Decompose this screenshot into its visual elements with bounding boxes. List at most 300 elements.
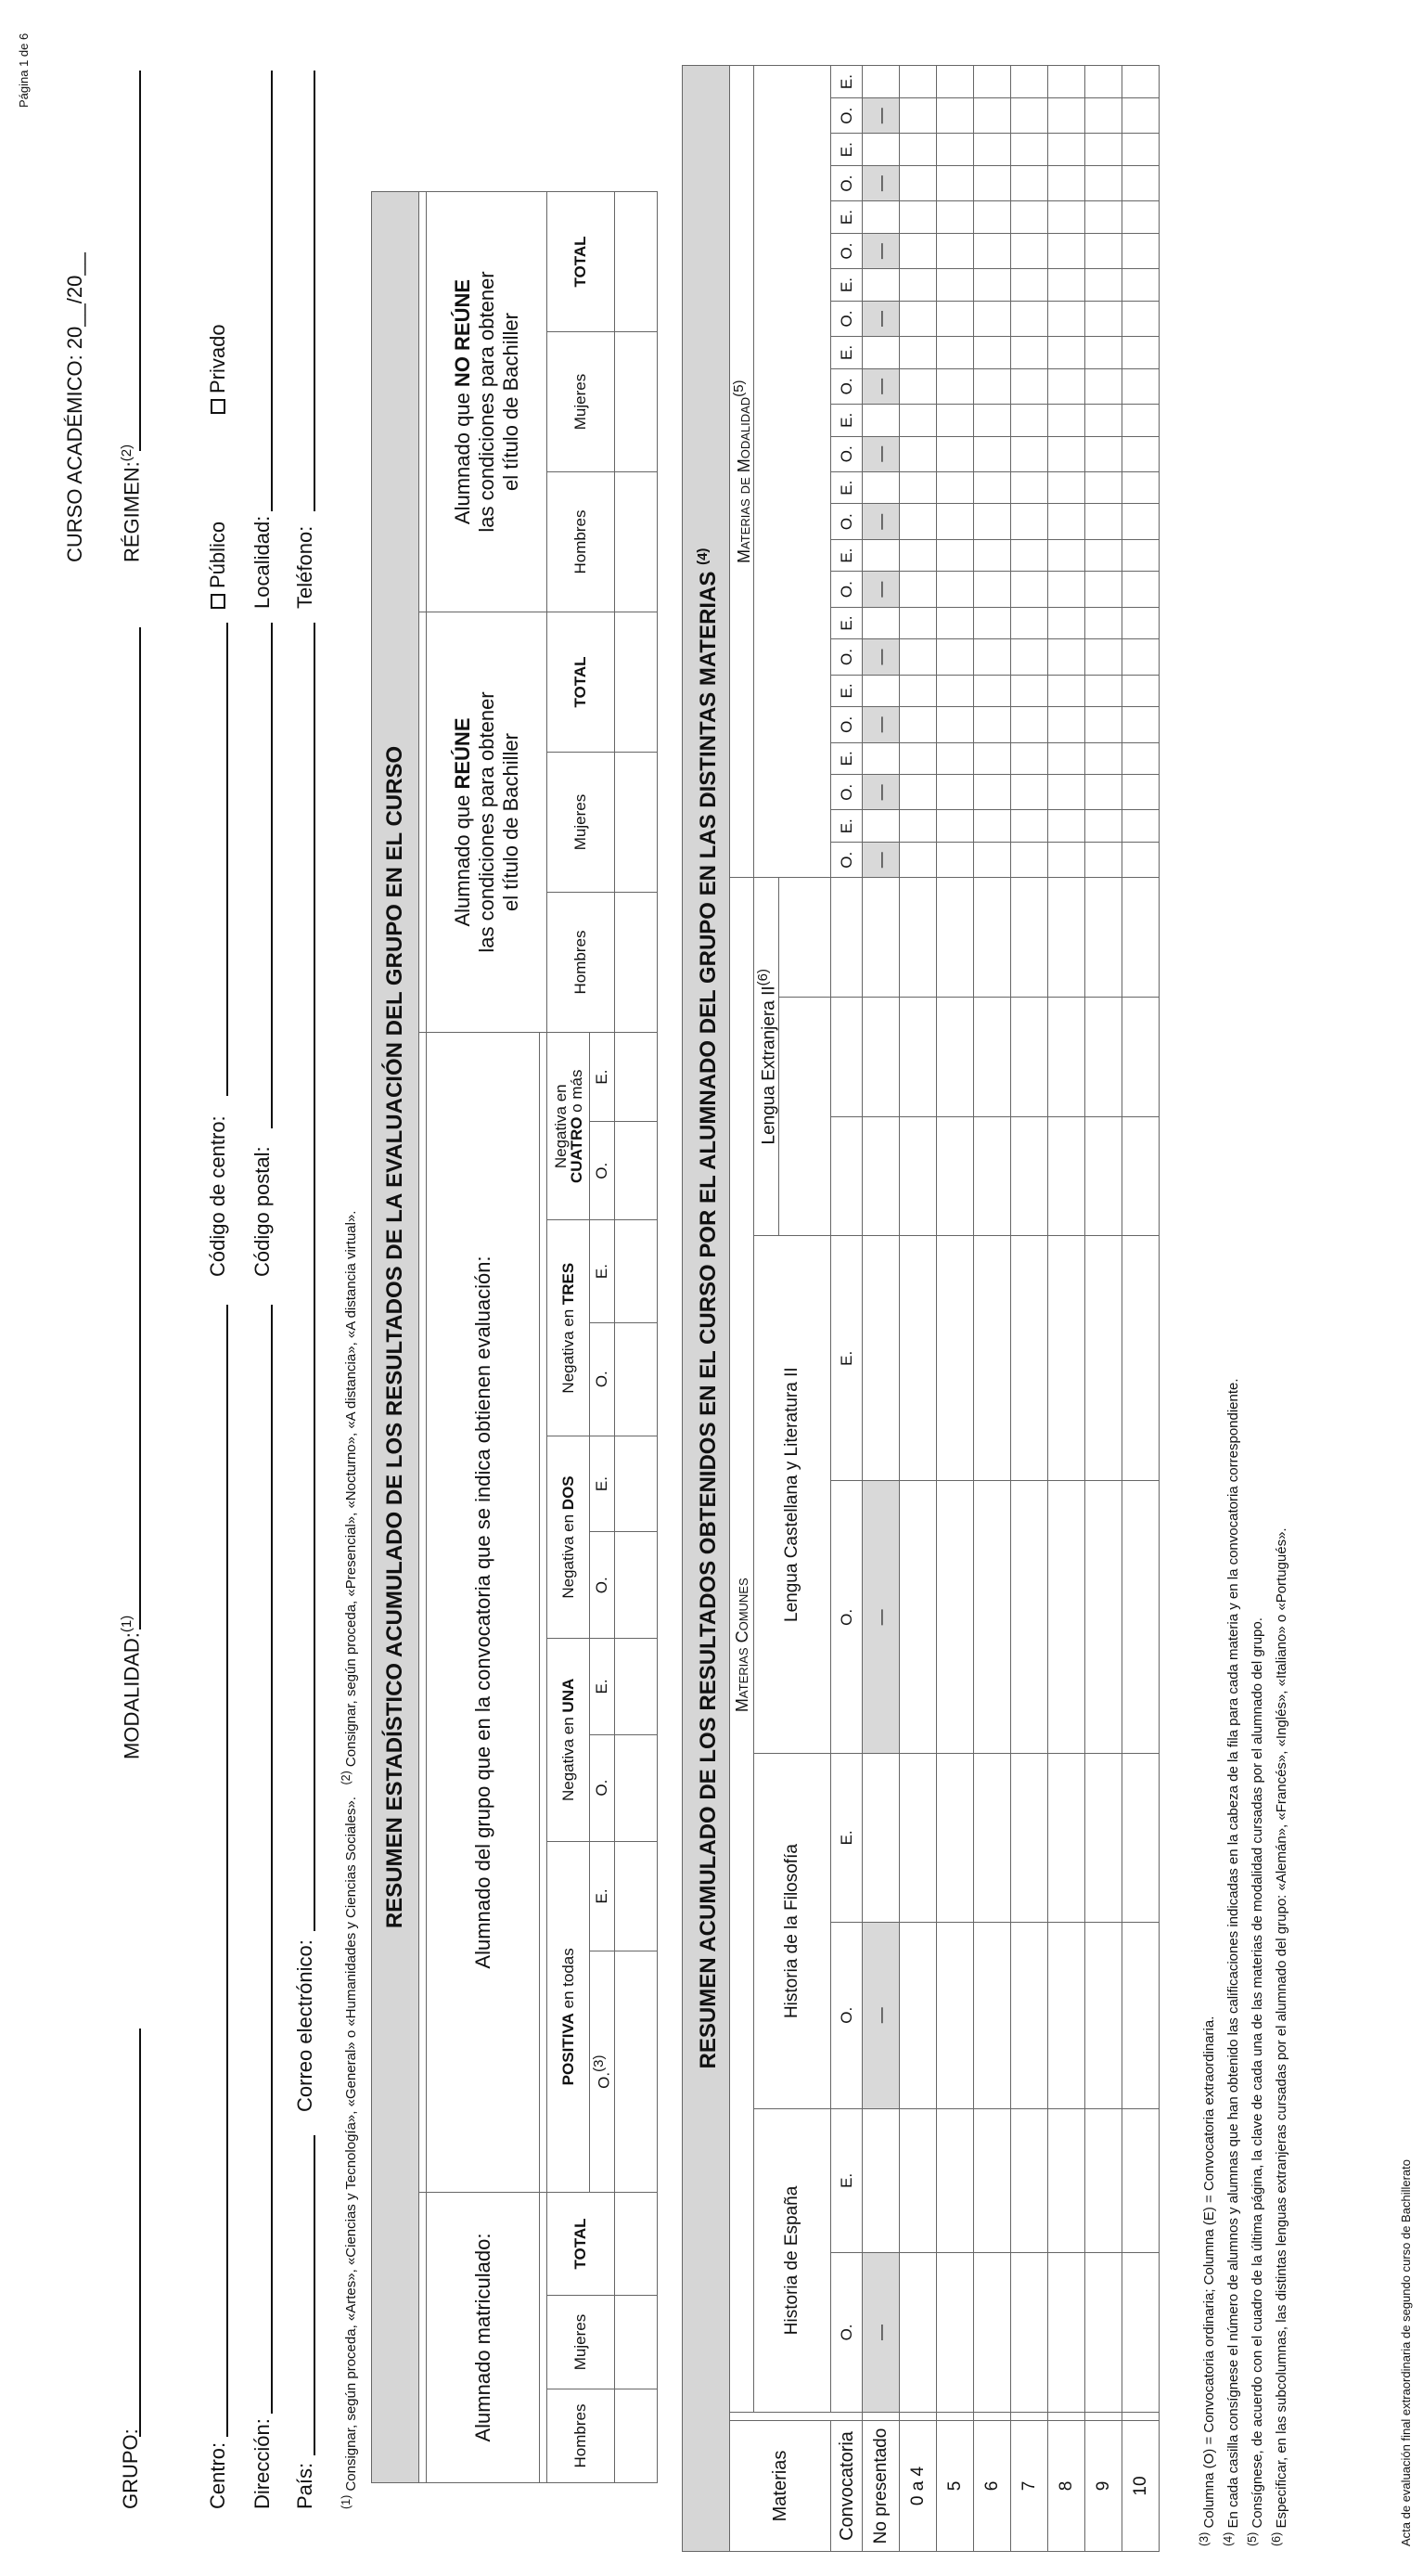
grade-cell[interactable] bbox=[1048, 2108, 1085, 2252]
grade-cell[interactable] bbox=[937, 233, 974, 268]
grade-cell[interactable] bbox=[1011, 843, 1048, 878]
grade-cell[interactable] bbox=[1085, 742, 1122, 775]
grade-cell[interactable] bbox=[1011, 1236, 1048, 1481]
grade-cell[interactable] bbox=[1122, 134, 1160, 166]
grade-cell[interactable] bbox=[1085, 233, 1122, 268]
grade-cell[interactable] bbox=[900, 607, 937, 639]
table-row bbox=[1011, 66, 1048, 2552]
footnote-3: $^{(3)}$ Columna (O) = Convocatoria ordinaria; Columna (E) = Convocatoria extraordinaria. bbox=[1198, 2016, 1217, 2546]
grade-cell[interactable] bbox=[863, 269, 900, 302]
grade-cell: — bbox=[863, 436, 900, 471]
grade-cell[interactable] bbox=[1048, 134, 1085, 166]
grade-cell[interactable] bbox=[1011, 2252, 1048, 2412]
publico-option[interactable]: Público bbox=[206, 522, 230, 609]
grade-cell[interactable] bbox=[1048, 471, 1085, 504]
grade-cell[interactable] bbox=[1011, 368, 1048, 404]
grade-cell[interactable] bbox=[1122, 66, 1160, 98]
grade-cell[interactable] bbox=[1085, 997, 1122, 1116]
grade-cell[interactable] bbox=[937, 775, 974, 810]
grade-cell[interactable] bbox=[937, 1754, 974, 1922]
grade-cell[interactable] bbox=[900, 1116, 937, 1236]
grade-cell[interactable] bbox=[1085, 269, 1122, 302]
grade-cell[interactable] bbox=[974, 707, 1011, 742]
grade-cell[interactable] bbox=[1048, 269, 1085, 302]
grade-cell[interactable] bbox=[1011, 201, 1048, 234]
grade-cell[interactable] bbox=[900, 1481, 937, 1754]
grade-cell[interactable] bbox=[900, 436, 937, 471]
grade-cell[interactable] bbox=[1011, 1481, 1048, 1754]
grade-cell[interactable] bbox=[1122, 368, 1160, 404]
grade-cell[interactable] bbox=[900, 134, 937, 166]
grade-cell[interactable] bbox=[1122, 504, 1160, 539]
grade-cell[interactable] bbox=[1011, 878, 1048, 998]
table-row bbox=[974, 66, 1011, 2552]
grupo-line[interactable] bbox=[139, 2029, 141, 2437]
grade-cell[interactable] bbox=[937, 134, 974, 166]
grade-cell[interactable] bbox=[974, 233, 1011, 268]
grade-cell[interactable] bbox=[1085, 775, 1122, 810]
grade-cell[interactable] bbox=[1011, 405, 1048, 437]
grade-cell[interactable] bbox=[1048, 707, 1085, 742]
positiva-e: E. bbox=[590, 1841, 615, 1951]
localidad-line[interactable] bbox=[271, 71, 273, 511]
grade-cell[interactable] bbox=[863, 134, 900, 166]
grade-cell[interactable] bbox=[1048, 639, 1085, 675]
grade-cell[interactable] bbox=[1048, 301, 1085, 336]
grade-cell[interactable] bbox=[937, 436, 974, 471]
grade-cell[interactable] bbox=[974, 742, 1011, 775]
grade-cell[interactable] bbox=[1085, 1481, 1122, 1754]
grade-cell[interactable] bbox=[1085, 539, 1122, 572]
grade-cell[interactable] bbox=[863, 539, 900, 572]
grade-cell[interactable] bbox=[863, 607, 900, 639]
grade-cell[interactable] bbox=[937, 98, 974, 134]
grade-cell[interactable] bbox=[900, 878, 937, 998]
grade-cell[interactable] bbox=[863, 405, 900, 437]
grade-cell[interactable] bbox=[1122, 269, 1160, 302]
grade-cell[interactable] bbox=[1085, 810, 1122, 843]
grade-cell[interactable] bbox=[1122, 997, 1160, 1116]
grade-cell[interactable] bbox=[974, 675, 1011, 707]
grade-cell[interactable] bbox=[974, 2252, 1011, 2412]
grade-cell[interactable] bbox=[937, 368, 974, 404]
grade-cell[interactable] bbox=[1085, 1922, 1122, 2108]
grade-cell[interactable] bbox=[1122, 1481, 1160, 1754]
grade-cell[interactable] bbox=[1011, 301, 1048, 336]
grade-cell[interactable] bbox=[974, 504, 1011, 539]
grade-cell[interactable] bbox=[1011, 1116, 1048, 1236]
grade-cell[interactable] bbox=[1122, 742, 1160, 775]
grade-cell[interactable] bbox=[1048, 98, 1085, 134]
grade-cell[interactable] bbox=[1048, 436, 1085, 471]
grade-cell[interactable] bbox=[900, 843, 937, 878]
grade-cell[interactable] bbox=[1048, 2252, 1085, 2412]
grade-cell[interactable] bbox=[1011, 165, 1048, 200]
grade-cell[interactable] bbox=[1122, 1754, 1160, 1922]
grade-cell[interactable] bbox=[900, 165, 937, 200]
grade-cell[interactable] bbox=[1011, 675, 1048, 707]
grade-cell[interactable] bbox=[937, 810, 974, 843]
grade-cell[interactable] bbox=[900, 2252, 937, 2412]
grade-cell[interactable] bbox=[863, 878, 900, 998]
grade-cell[interactable] bbox=[974, 1116, 1011, 1236]
grade-cell[interactable] bbox=[1085, 504, 1122, 539]
grade-cell[interactable] bbox=[937, 301, 974, 336]
grade-cell[interactable] bbox=[1085, 675, 1122, 707]
una-o: O. bbox=[590, 1734, 615, 1841]
grade-cell[interactable] bbox=[900, 269, 937, 302]
grade-cell[interactable] bbox=[1085, 843, 1122, 878]
grade-cell[interactable] bbox=[1011, 337, 1048, 369]
grade-cell[interactable] bbox=[1048, 878, 1085, 998]
grade-cell[interactable] bbox=[1011, 1754, 1048, 1922]
grade-cell[interactable] bbox=[937, 1481, 974, 1754]
grade-cell[interactable] bbox=[1048, 233, 1085, 268]
grade-cell[interactable] bbox=[1011, 66, 1048, 98]
grade-cell[interactable] bbox=[1011, 707, 1048, 742]
positiva-o: O.$^{(3)}$ bbox=[590, 1951, 615, 2193]
grade-cell[interactable] bbox=[900, 810, 937, 843]
grade-cell[interactable] bbox=[1048, 607, 1085, 639]
grade-cell[interactable] bbox=[974, 1922, 1011, 2108]
grade-cell[interactable] bbox=[1048, 1481, 1085, 1754]
col-e-28: E. bbox=[831, 201, 863, 234]
grade-cell[interactable] bbox=[974, 1481, 1011, 1754]
grade-cell[interactable] bbox=[974, 1754, 1011, 1922]
grade-cell[interactable] bbox=[1122, 233, 1160, 268]
grade-cell[interactable] bbox=[937, 539, 974, 572]
grade-cell[interactable] bbox=[900, 572, 937, 607]
grade-cell[interactable] bbox=[863, 1754, 900, 1922]
spacer-cell bbox=[1085, 2413, 1122, 2421]
grade-cell: — bbox=[863, 301, 900, 336]
grade-cell[interactable] bbox=[1122, 775, 1160, 810]
col-o-4: O. bbox=[831, 1481, 863, 1754]
grade-cell[interactable] bbox=[900, 98, 937, 134]
regimen-line[interactable] bbox=[139, 71, 141, 451]
grade-cell[interactable] bbox=[1048, 572, 1085, 607]
modalidad-line[interactable] bbox=[139, 627, 141, 1629]
grade-cell[interactable] bbox=[900, 405, 937, 437]
grade-cell[interactable] bbox=[1048, 810, 1085, 843]
grade-cell[interactable] bbox=[937, 471, 974, 504]
grade-cell[interactable] bbox=[1085, 368, 1122, 404]
noreune-mujeres: Mujeres bbox=[547, 332, 615, 472]
grade-cell[interactable] bbox=[1011, 98, 1048, 134]
grade-cell[interactable] bbox=[937, 997, 974, 1116]
grade-cell[interactable] bbox=[974, 810, 1011, 843]
col-o-27: O. bbox=[831, 233, 863, 268]
grade-cell[interactable] bbox=[1011, 639, 1048, 675]
grade-cell[interactable] bbox=[1122, 471, 1160, 504]
grade-cell[interactable] bbox=[937, 742, 974, 775]
grade-cell[interactable] bbox=[900, 997, 937, 1116]
grade-cell[interactable] bbox=[1122, 878, 1160, 998]
grade-cell[interactable] bbox=[937, 405, 974, 437]
grade-cell[interactable] bbox=[900, 2108, 937, 2252]
grade-cell[interactable] bbox=[1122, 843, 1160, 878]
grade-cell[interactable] bbox=[1122, 2252, 1160, 2412]
grade-cell[interactable] bbox=[974, 843, 1011, 878]
grade-cell[interactable] bbox=[1011, 504, 1048, 539]
grade-cell[interactable] bbox=[863, 471, 900, 504]
grade-cell[interactable] bbox=[1085, 2252, 1122, 2412]
grade-cell[interactable] bbox=[1085, 301, 1122, 336]
grade-cell[interactable] bbox=[974, 539, 1011, 572]
grade-cell[interactable] bbox=[1048, 997, 1085, 1116]
grade-cell[interactable] bbox=[1048, 405, 1085, 437]
grade-cell[interactable] bbox=[1048, 742, 1085, 775]
grade-cell[interactable] bbox=[1048, 504, 1085, 539]
grade-cell[interactable] bbox=[1122, 707, 1160, 742]
grade-cell[interactable] bbox=[937, 2252, 974, 2412]
grade-cell[interactable] bbox=[900, 1236, 937, 1481]
grade-cell[interactable] bbox=[1085, 165, 1122, 200]
grade-cell[interactable] bbox=[1085, 607, 1122, 639]
grade-cell[interactable] bbox=[863, 1116, 900, 1236]
grade-cell[interactable] bbox=[1048, 843, 1085, 878]
grade-cell[interactable] bbox=[937, 1922, 974, 2108]
grade-cell[interactable] bbox=[900, 368, 937, 404]
grade-cell[interactable] bbox=[937, 843, 974, 878]
grade-cell[interactable] bbox=[1085, 337, 1122, 369]
mat-total: TOTAL bbox=[547, 2193, 615, 2296]
grade-cell[interactable] bbox=[1011, 810, 1048, 843]
grade-cell[interactable] bbox=[974, 997, 1011, 1116]
grade-cell[interactable] bbox=[1048, 675, 1085, 707]
grade-cell[interactable] bbox=[1048, 1922, 1085, 2108]
grade-cell[interactable] bbox=[900, 639, 937, 675]
grade-cell[interactable] bbox=[974, 436, 1011, 471]
noreune-hombres: Hombres bbox=[547, 472, 615, 612]
grade-cell[interactable] bbox=[1048, 1236, 1085, 1481]
grade-cell[interactable] bbox=[900, 1922, 937, 2108]
grade-cell[interactable] bbox=[900, 66, 937, 98]
grade-cell[interactable] bbox=[1011, 539, 1048, 572]
grade-cell[interactable] bbox=[937, 66, 974, 98]
codigo-centro-line[interactable] bbox=[226, 623, 228, 1096]
footnote-6: $^{(6)}$ Especificar, en las subcolumnas, las distintas lenguas extranjeras cursadas por el alumnado del grupo: «Alemán», «Francés», «Inglés», «Italiano» o «Portugués». bbox=[1270, 1527, 1289, 2546]
grade-cell[interactable] bbox=[1085, 134, 1122, 166]
grade-cell[interactable] bbox=[1048, 539, 1085, 572]
grade-cell[interactable] bbox=[1048, 201, 1085, 234]
grade-cell[interactable] bbox=[1122, 607, 1160, 639]
grade-cell[interactable] bbox=[937, 1116, 974, 1236]
grade-cell[interactable] bbox=[1085, 878, 1122, 998]
grade-cell[interactable] bbox=[1122, 337, 1160, 369]
grade-cell[interactable] bbox=[1122, 201, 1160, 234]
grade-cell[interactable] bbox=[900, 707, 937, 742]
grade-cell[interactable] bbox=[974, 269, 1011, 302]
grade-cell[interactable] bbox=[1085, 1236, 1122, 1481]
grade-cell[interactable] bbox=[1011, 742, 1048, 775]
mat-hombres: Hombres bbox=[547, 2389, 615, 2483]
grade-cell[interactable] bbox=[974, 471, 1011, 504]
grade-cell[interactable] bbox=[1122, 301, 1160, 336]
telefono-line[interactable] bbox=[314, 71, 315, 511]
grade-cell[interactable] bbox=[1085, 1116, 1122, 1236]
grade-cell[interactable] bbox=[974, 301, 1011, 336]
grade-cell[interactable] bbox=[863, 337, 900, 369]
pais-line[interactable] bbox=[314, 2135, 315, 2455]
grade-cell[interactable] bbox=[1085, 201, 1122, 234]
grade-cell[interactable] bbox=[1122, 1116, 1160, 1236]
grade-cell[interactable] bbox=[863, 997, 900, 1116]
grade-cell[interactable] bbox=[1011, 572, 1048, 607]
grade-cell[interactable] bbox=[863, 1236, 900, 1481]
grade-cell[interactable] bbox=[1011, 607, 1048, 639]
grade-cell[interactable] bbox=[1011, 997, 1048, 1116]
grade-cell[interactable] bbox=[974, 405, 1011, 437]
grade-cell[interactable] bbox=[1122, 1236, 1160, 1481]
grade-cell[interactable] bbox=[1048, 66, 1085, 98]
grade-cell[interactable] bbox=[1011, 775, 1048, 810]
grade-cell[interactable] bbox=[1085, 639, 1122, 675]
materias-title: RESUMEN ACUMULADO DE LOS RESULTADOS OBTENIDOS EN EL CURSO POR EL ALUMNADO DEL GRUPO EN LAS DISTINTAS MATERIAS $^{(4)}$ bbox=[683, 66, 730, 2552]
grade-cell[interactable] bbox=[937, 201, 974, 234]
grade-cell[interactable] bbox=[900, 233, 937, 268]
grade-cell[interactable] bbox=[1122, 539, 1160, 572]
grade-cell[interactable] bbox=[1122, 2108, 1160, 2252]
grade-cell[interactable] bbox=[1048, 775, 1085, 810]
grade-cell[interactable] bbox=[863, 810, 900, 843]
grade-cell[interactable] bbox=[937, 639, 974, 675]
grade-cell[interactable] bbox=[1011, 436, 1048, 471]
centro-label: Centro: bbox=[206, 2441, 229, 2509]
direccion-line[interactable] bbox=[271, 1305, 273, 2414]
grade-cell[interactable] bbox=[1048, 1116, 1085, 1236]
grade-cell[interactable] bbox=[1085, 2108, 1122, 2252]
grade-cell[interactable] bbox=[863, 675, 900, 707]
grade-cell[interactable] bbox=[900, 471, 937, 504]
pais-label: País: bbox=[293, 2462, 316, 2509]
grade-cell[interactable] bbox=[1122, 405, 1160, 437]
grade-cell[interactable] bbox=[937, 675, 974, 707]
col-e-26: E. bbox=[831, 269, 863, 302]
grade-cell[interactable] bbox=[974, 134, 1011, 166]
grade-cell[interactable] bbox=[974, 639, 1011, 675]
grade-cell[interactable] bbox=[863, 66, 900, 98]
privado-option[interactable]: Privado bbox=[206, 324, 230, 414]
grupo-label: GRUPO: bbox=[119, 2428, 142, 2509]
centro-line[interactable] bbox=[226, 1305, 228, 2437]
materias-table bbox=[682, 65, 1160, 2552]
grade-cell[interactable] bbox=[974, 368, 1011, 404]
grade-cell[interactable] bbox=[1122, 639, 1160, 675]
grade-cell[interactable] bbox=[937, 707, 974, 742]
grade-cell[interactable] bbox=[974, 201, 1011, 234]
grade-cell[interactable] bbox=[1085, 572, 1122, 607]
col-o-11: O. bbox=[831, 775, 863, 810]
grade-cell[interactable] bbox=[937, 572, 974, 607]
spacer-cell bbox=[1122, 2413, 1160, 2421]
col-e-12: E. bbox=[831, 742, 863, 775]
grade-cell[interactable] bbox=[1122, 1922, 1160, 2108]
grade-cell[interactable] bbox=[863, 742, 900, 775]
grade-cell[interactable] bbox=[937, 504, 974, 539]
grade-cell[interactable] bbox=[974, 98, 1011, 134]
grade-cell[interactable] bbox=[937, 878, 974, 998]
grade-cell[interactable] bbox=[900, 539, 937, 572]
grade-cell[interactable] bbox=[1085, 1754, 1122, 1922]
col-blank-8 bbox=[831, 878, 863, 998]
grade-cell[interactable] bbox=[937, 269, 974, 302]
privado-checkbox[interactable] bbox=[211, 399, 225, 414]
grade-cell[interactable] bbox=[937, 2108, 974, 2252]
grade-cell[interactable] bbox=[937, 607, 974, 639]
grade-cell[interactable] bbox=[863, 2108, 900, 2252]
grade-cell: — bbox=[863, 639, 900, 675]
grade-cell[interactable] bbox=[1048, 368, 1085, 404]
grade-cell[interactable] bbox=[1085, 471, 1122, 504]
grade-cell[interactable] bbox=[900, 301, 937, 336]
grade-cell[interactable] bbox=[974, 878, 1011, 998]
grade-cell[interactable] bbox=[1011, 134, 1048, 166]
grade-cell[interactable] bbox=[900, 775, 937, 810]
correo-line[interactable] bbox=[314, 623, 315, 1931]
grade-cell[interactable] bbox=[1122, 436, 1160, 471]
grade-cell[interactable] bbox=[1085, 98, 1122, 134]
grade-cell[interactable] bbox=[1048, 165, 1085, 200]
grade-cell[interactable] bbox=[974, 775, 1011, 810]
grade-cell[interactable] bbox=[974, 572, 1011, 607]
grade-cell[interactable] bbox=[900, 675, 937, 707]
grade-cell[interactable] bbox=[974, 66, 1011, 98]
grade-cell[interactable] bbox=[900, 742, 937, 775]
grade-cell[interactable] bbox=[863, 201, 900, 234]
grade-cell[interactable] bbox=[974, 2108, 1011, 2252]
regimen-label: RÉGIMEN:$^{(2)}$ bbox=[119, 444, 144, 562]
grade-cell[interactable] bbox=[900, 337, 937, 369]
grade-cell[interactable] bbox=[1122, 675, 1160, 707]
mat-mujeres: Mujeres bbox=[547, 2296, 615, 2389]
grade-cell[interactable] bbox=[1085, 707, 1122, 742]
grade-cell[interactable] bbox=[1122, 810, 1160, 843]
grade-cell[interactable] bbox=[974, 607, 1011, 639]
grade-cell[interactable] bbox=[1048, 1754, 1085, 1922]
grade-cell[interactable] bbox=[974, 165, 1011, 200]
grade-cell[interactable] bbox=[1122, 98, 1160, 134]
grade-cell[interactable] bbox=[1048, 337, 1085, 369]
grade-cell[interactable] bbox=[974, 337, 1011, 369]
grade-cell[interactable] bbox=[1011, 2108, 1048, 2252]
neg-tres-header: Negativa en TRES bbox=[547, 1220, 590, 1436]
codigo-postal-line[interactable] bbox=[271, 623, 273, 1128]
grade-cell[interactable] bbox=[937, 337, 974, 369]
grade-cell[interactable] bbox=[1085, 405, 1122, 437]
grade-cell[interactable] bbox=[1011, 269, 1048, 302]
grade-cell[interactable] bbox=[1011, 471, 1048, 504]
grade-cell: — bbox=[863, 843, 900, 878]
grade-cell[interactable] bbox=[1122, 572, 1160, 607]
grade-cell[interactable] bbox=[900, 201, 937, 234]
grade-cell[interactable] bbox=[1085, 436, 1122, 471]
grade-cell[interactable] bbox=[937, 1236, 974, 1481]
col-o-17: O. bbox=[831, 572, 863, 607]
grade-cell[interactable] bbox=[974, 1236, 1011, 1481]
materias-header: Materias bbox=[730, 2421, 831, 2552]
grade-cell[interactable] bbox=[937, 165, 974, 200]
grade-cell[interactable] bbox=[1011, 233, 1048, 268]
grade-cell[interactable] bbox=[1011, 1922, 1048, 2108]
col-e-14: E. bbox=[831, 675, 863, 707]
grade-cell[interactable] bbox=[900, 1754, 937, 1922]
grade-cell[interactable] bbox=[900, 504, 937, 539]
publico-checkbox[interactable] bbox=[211, 594, 225, 609]
spacer-cell bbox=[900, 2413, 937, 2421]
grade-cell[interactable] bbox=[1085, 66, 1122, 98]
grade-cell[interactable] bbox=[1122, 165, 1160, 200]
